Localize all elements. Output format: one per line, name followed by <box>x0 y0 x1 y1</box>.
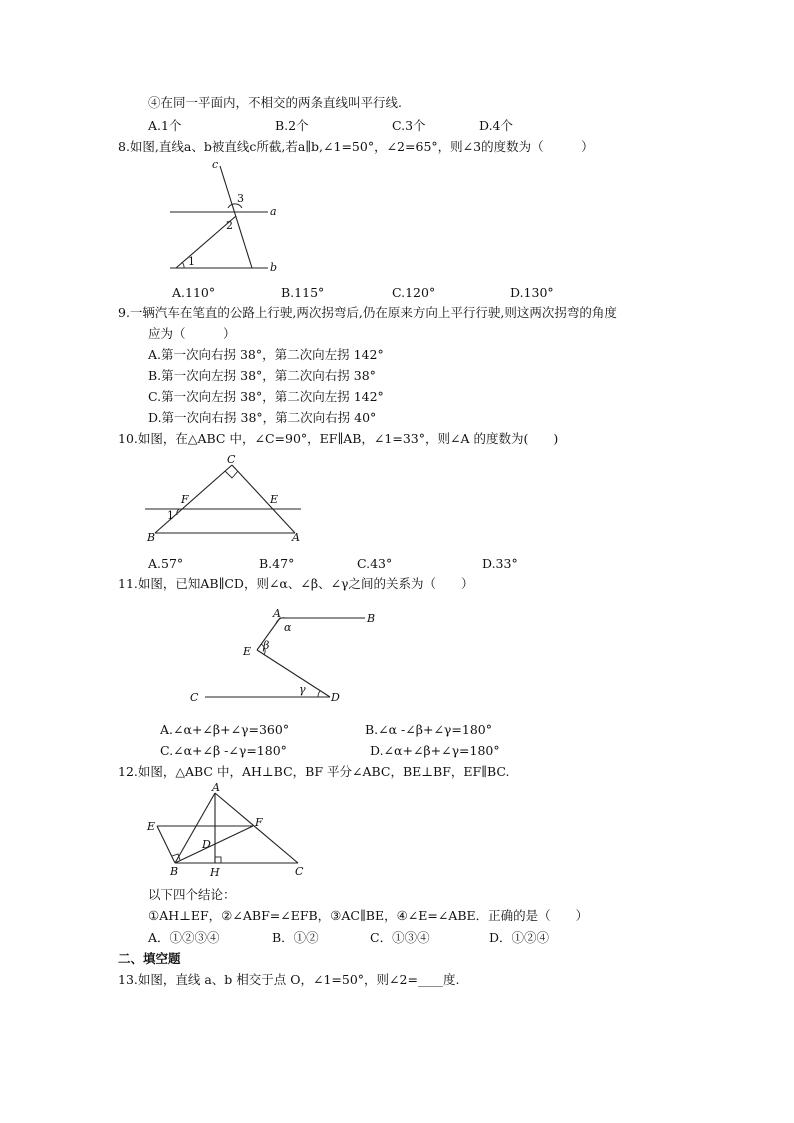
label-a: A <box>212 781 220 794</box>
label-3: 3 <box>237 192 244 205</box>
q10-option-d: D.33° <box>482 556 518 571</box>
label-f: F <box>255 816 263 829</box>
label-2: 2 <box>226 219 233 232</box>
segment-ed <box>257 650 330 697</box>
label-c: C <box>295 865 304 878</box>
label-e: E <box>243 645 252 658</box>
segment-ab <box>175 793 215 863</box>
q12-conclusions: ①AH⊥EF，②∠ABF=∠EFB，③AC∥BE，④∠E=∠ABE．正确的是（ ） <box>148 908 589 923</box>
q12-option-c: C．①③④ <box>370 930 430 945</box>
label-e: E <box>270 493 279 506</box>
q11-option-b: B.∠α -∠β+∠γ=180° <box>365 722 492 737</box>
q7-option-c: C.3个 <box>392 118 426 133</box>
segment-eb <box>157 826 175 863</box>
q13-stem: 13.如图，直线 a、b 相交于点 O，∠1=50°，则∠2=____度. <box>118 972 460 987</box>
label-a: A <box>292 531 300 544</box>
q10-figure <box>145 453 305 543</box>
label-1: 1 <box>167 509 174 522</box>
q8-option-a: A.110° <box>172 285 216 300</box>
label-gamma: γ <box>299 683 306 696</box>
q8-option-b: B.115° <box>281 285 325 300</box>
q12-stem: 12.如图，△ABC 中，AH⊥BC，BF 平分∠ABC，BE⊥BF，EF∥BC. <box>118 764 510 779</box>
q9-option-a: A.第一次向右拐 38°，第二次向左拐 142° <box>148 347 384 362</box>
q7-option-d: D.4个 <box>479 118 514 133</box>
label-beta: β <box>263 639 270 652</box>
label-a: A <box>273 607 281 620</box>
line-c <box>220 166 252 268</box>
right-angle-mark <box>225 471 238 478</box>
label-d: D <box>331 691 340 704</box>
q11-option-d: D.∠α+∠β+∠γ=180° <box>370 743 500 758</box>
label-f: F <box>181 493 189 506</box>
label-b: B <box>170 865 179 878</box>
q9-stem-line1: 9.一辆汽车在笔直的公路上行驶,两次拐弯后,仍在原来方向上平行行驶,则这两次拐弯的角度 <box>118 305 617 320</box>
label-e: E <box>147 820 156 833</box>
angle-1-arc <box>182 262 184 268</box>
label-c: C <box>190 691 199 704</box>
q8-option-d: D.130° <box>510 285 554 300</box>
label-d: D <box>202 838 211 851</box>
label-h: H <box>210 866 220 879</box>
q10-option-b: B.47° <box>259 556 295 571</box>
label-c: C <box>227 453 236 466</box>
q11-option-c: C.∠α+∠β -∠γ=180° <box>160 743 287 758</box>
label-b: B <box>367 612 376 625</box>
segment-ca <box>232 465 295 533</box>
q12-option-d: D．①②④ <box>489 930 550 945</box>
q8-option-c: C.120° <box>392 285 436 300</box>
q11-figure <box>187 605 387 705</box>
q12-option-a: A．①②③④ <box>148 930 220 945</box>
q9-option-b: B.第一次向左拐 38°，第二次向右拐 38° <box>148 368 376 383</box>
segment-bf <box>175 826 253 863</box>
q9-stem-line2: 应为（ ） <box>148 326 236 341</box>
q10-option-c: C.43° <box>357 556 393 571</box>
q7-option-a: A.1个 <box>148 118 182 133</box>
segment-bc <box>155 465 232 533</box>
q9-option-d: D.第一次向右拐 38°，第二次向右拐 40° <box>148 410 377 425</box>
section-heading-fill-in: 二、填空题 <box>118 951 181 966</box>
q12-figure <box>145 783 315 878</box>
q8-figure <box>160 158 290 278</box>
q7-statement-4: ④在同一平面内，不相交的两条直线叫平行线. <box>148 95 402 110</box>
q11-option-a: A.∠α+∠β+∠γ=360° <box>160 722 290 737</box>
q9-option-c: C.第一次向左拐 38°，第二次向左拐 142° <box>148 389 384 404</box>
right-angle-h <box>215 857 221 863</box>
label-b: b <box>270 261 278 274</box>
q10-stem: 10.如图，在△ABC 中，∠C=90°，EF∥AB，∠1=33°，则∠A 的度数为( ) <box>118 431 559 446</box>
q12-option-b: B．①② <box>272 930 319 945</box>
q12-subheading: 以下四个结论： <box>148 887 236 902</box>
q11-stem: 11.如图，已知AB∥CD，则∠α、∠β、∠γ之间的关系为（ ） <box>118 576 474 591</box>
label-a: a <box>270 205 277 218</box>
label-b: B <box>147 531 156 544</box>
q10-option-a: A.57° <box>148 556 184 571</box>
q7-option-b: B.2个 <box>275 118 309 133</box>
label-alpha: α <box>284 621 292 634</box>
label-c: c <box>212 158 219 171</box>
angle-gamma-arc <box>318 691 320 697</box>
q8-stem: 8.如图,直线a、b被直线c所截,若a∥b,∠1=50°，∠2=65°，则∠3的度数为（ ） <box>118 139 594 154</box>
label-1: 1 <box>188 255 195 268</box>
